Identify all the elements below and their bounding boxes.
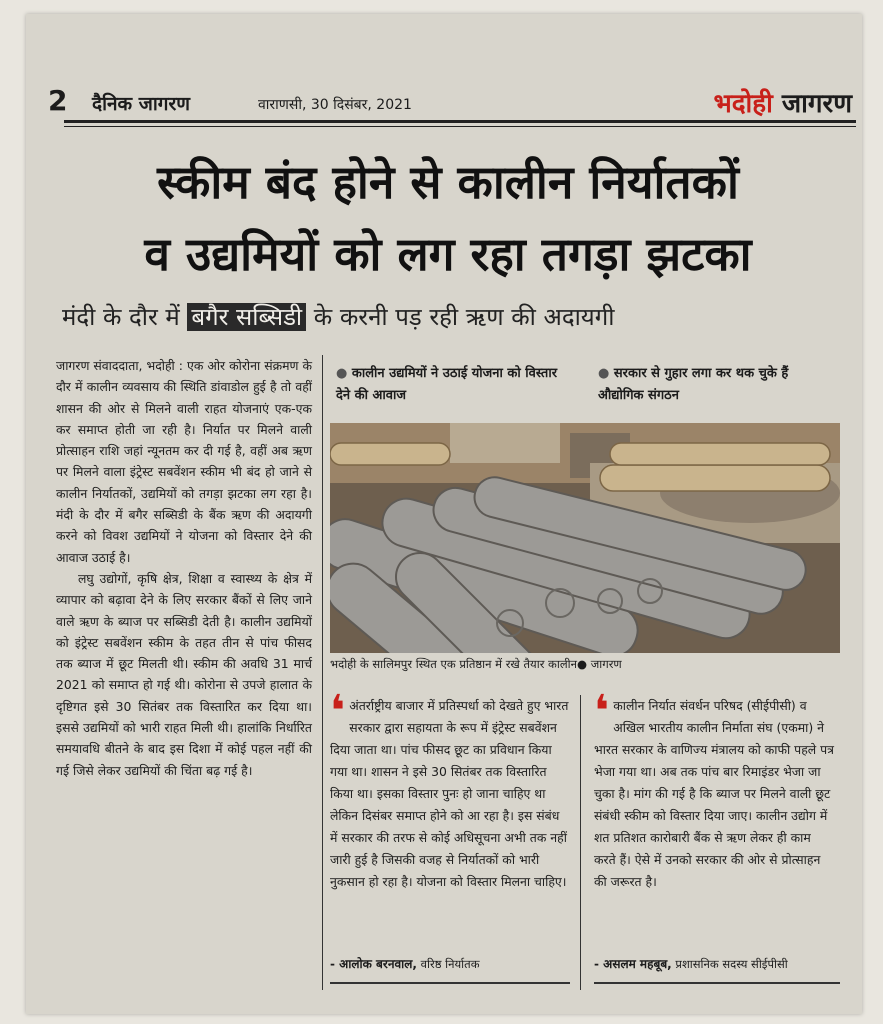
masthead-rule bbox=[64, 120, 856, 123]
masthead-rule-thin bbox=[64, 126, 856, 127]
quote-2-text: कालीन निर्यात संवर्धन परिषद (सीईपीसी) व अखिल भारतीय कालीन निर्माता संघ (एकमा) ने भारत सरकार के वाणिज्य मंत्रालय को काफी पहले पत्र भेजा गया था। अब तक पांच बार रिमाइंडर भेजा जा चुका है। मांग की गई है कि ब्याज पर मिलने वाली छूट संबंधी स्कीम को विस्तार दिया जाए। कालीन उद्योग में शत प्रतिशत कारोबारी बैंक से ऋण लेकर ही काम करते हैं। ऐसे में उनको सरकार की ओर से प्रोत्साहन की जरूरत है। bbox=[594, 698, 835, 889]
pullquote-2 bbox=[598, 363, 828, 407]
quote-divider bbox=[580, 695, 581, 990]
expert-quote-1 bbox=[330, 686, 570, 893]
quote-2-credit bbox=[594, 955, 788, 972]
pullquote-1-text: कालीन उद्यमियों ने उठाई योजना को विस्तार देने की आवाज bbox=[336, 366, 558, 403]
edition-title-black: जागरण bbox=[781, 89, 852, 119]
subhead-highlight: बगैर सब्सिडी bbox=[187, 303, 306, 331]
photo-caption: भदोही के सालिमपुर स्थित एक प्रतिष्ठान में रखे तैयार कालीन● जागरण bbox=[330, 657, 622, 671]
edition-title-red: भदोही bbox=[713, 89, 773, 119]
headline-line-2: व उद्यमियों को लग रहा तगड़ा झटका bbox=[144, 227, 752, 281]
bullet-icon: ● bbox=[336, 366, 352, 381]
headline-line-1: स्कीम बंद होने से कालीन निर्यातकों bbox=[157, 155, 739, 209]
column-divider bbox=[322, 355, 323, 990]
quote-1-credit bbox=[330, 955, 480, 972]
body-paragraph-2: लघु उद्योगों, कृषि क्षेत्र, शिक्षा व स्वास्थ्य के क्षेत्र में व्यापार को बढ़ावा देने के लिए सरकार बैंकों से लिए जाने वाले ऋण के ब्याज पर सब्सिडी देती है। कालीन उद्यमियों को इंट्रेस्ट सबवेंशन स्कीम के तहत तीन से पांच फीसद तक ब्याज में छूट मिलती थी। स्कीम की अवधि 31 मार्च 2021 को समाप्त हो गई थी। कोरोना से उपजे हालात के दृष्टिगत इसे 30 सितंबर तक विस्तारित कर दिया था। इससे उद्यमियों को भारी राहत मिली थी। हालांकि निर्धारित समयावधि बीतने के बाद इस दिशा में कोई पहल नहीं की गई जिसे लेकर उद्यमियों की चिंता बढ़ गई है। bbox=[56, 570, 312, 778]
quote-1-text: अंतर्राष्ट्रीय बाजार में प्रतिस्पर्धा को देखते हुए भारत सरकार द्वारा सहायता के रूप में इंट्रेस्ट सबवेंशन दिया जाता था। पांच फीसद छूट का प्रविधान किया गया था। शासन ने इसे 30 सितंबर तक विस्तारित किया था। इसका विस्तार पुनः हो जाना चाहिए था लेकिन दिसंबर समाप्त होने को आ रहा है। इस संबंध में सरकार की तरफ से कोई अधिसूचना अभी तक नहीं जारी हुई है जिसकी वजह से निर्यातकों को भारी नुकसान हो रहा है। योजना को विस्तार मिलना चाहिए। bbox=[330, 698, 569, 889]
masthead bbox=[40, 84, 856, 119]
quote-2-name: - असलम महबूब, bbox=[594, 957, 672, 971]
pullquote-2-text: सरकार से गुहार लगा कर थक चुके हैं औद्योगिक संगठन bbox=[598, 366, 789, 403]
body-paragraph-1: जागरण संवाददाता, भदोही : एक ओर कोरोना संक्रमण के दौर में कालीन व्यवसाय की स्थिति डांवाडोल हुई है तो वहीं शासन की ओर से मिलने वाली राहत योजनाएं एक-एक कर समाप्त होती जा रही है। निर्यात पर मिलने वाली प्रोत्साहन राशि जहां न्यूनतम कर दी गई है, वहीं अब ऋण पर मिलने वाला इंट्रेस्ट सबवेंशन स्कीम भी बंद हो जाने से कालीन निर्यातकों, उद्यमियों को तगड़ा झटका लग रहा है। मंदी के दौर में बगैर सब्सिडी के बैंक ऋण की अदायगी करने को विवश उद्यमियों ने योजना को विस्तार देने की आवाज उठाई है। bbox=[56, 358, 312, 565]
paper-name: दैनिक जागरण bbox=[92, 93, 190, 115]
quote-1-name: - आलोक बरनवाल, bbox=[330, 957, 417, 971]
subhead-before: मंदी के दौर में bbox=[62, 303, 188, 331]
quote-2-role: प्रशासनिक सदस्य सीईपीसी bbox=[675, 957, 788, 971]
edition-title bbox=[713, 84, 852, 120]
subhead-after: के करनी पड़ रही ऋण की अदायगी bbox=[306, 303, 615, 331]
quote-2-rule bbox=[594, 982, 840, 984]
quote-1-rule bbox=[330, 982, 570, 984]
article-body bbox=[56, 355, 312, 781]
expert-quote-2 bbox=[594, 686, 835, 893]
carpet-rolls-image bbox=[330, 423, 840, 653]
carpet-photo bbox=[330, 423, 840, 653]
quote-mark-icon: ❛ bbox=[330, 686, 346, 737]
subheadline bbox=[62, 300, 842, 333]
quote-1-role: वरिष्ठ निर्यातक bbox=[420, 957, 480, 971]
page-number: 2 bbox=[48, 84, 68, 117]
quote-mark-icon: ❛ bbox=[594, 686, 610, 737]
bullet-icon: ● bbox=[598, 366, 614, 381]
dateline: वाराणसी, 30 दिसंबर, 2021 bbox=[258, 97, 412, 113]
pullquote-1 bbox=[336, 363, 566, 407]
